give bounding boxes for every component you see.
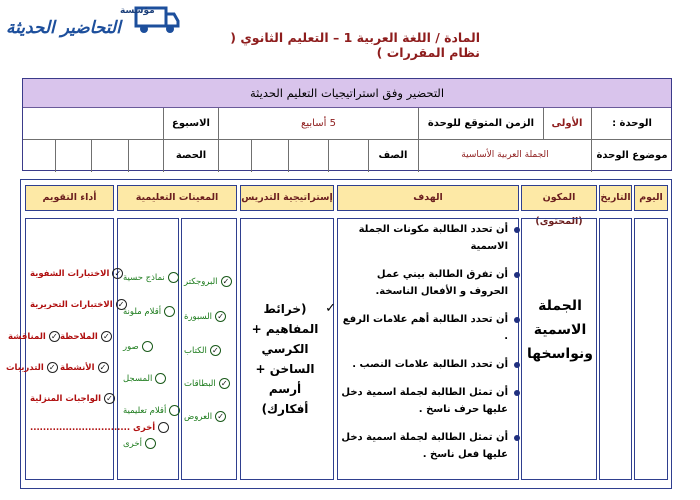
logo-line1: مؤسسة: [120, 6, 155, 16]
time-label: الزمن المتوقع للوحدة: [427, 118, 535, 129]
check-circle-icon: ✓: [116, 299, 127, 310]
divider: [163, 108, 164, 139]
strategy-band: التحضير وفق استراتيجيات التعليم الحديثة: [23, 79, 671, 108]
aid-item: ✓الكتاب: [184, 345, 221, 356]
divider: [418, 108, 419, 139]
assessment-item: ✓الاختبارات التحريرية: [30, 299, 127, 310]
check-circle-icon: ✓: [98, 362, 109, 373]
assessment-item: ✓الواجبات المنزلية: [30, 393, 115, 404]
divider: [368, 139, 369, 172]
empty-circle-icon: [142, 341, 153, 352]
aid-item: أقلام ملونة: [123, 306, 175, 317]
topic-value: الجملة العربية الأساسية: [461, 150, 549, 160]
check-circle-icon: ✓: [210, 345, 221, 356]
check-circle-icon: ✓: [112, 268, 123, 279]
aid-item: أخرى: [123, 438, 156, 449]
assessment-item: ✓الأنشطة: [60, 362, 109, 373]
divider: [543, 108, 544, 139]
divider: [55, 139, 56, 172]
divider: [591, 108, 592, 139]
content-value: الجملة الاسمية ونواسخها: [527, 298, 593, 362]
empty-circle-icon: [169, 405, 180, 416]
time-value: 5 أسابيع: [301, 118, 336, 129]
strategy-header: إستراتيجية التدريس: [240, 185, 334, 211]
empty-circle-icon: [168, 272, 179, 283]
unit-label: الوحدة :: [612, 118, 652, 129]
checkmark-icon: ✓: [325, 301, 336, 316]
divider: [418, 139, 419, 172]
goal-item: أن تحدد الطالبة مكونات الجملة الاسمية: [340, 221, 520, 255]
assessment-item: ✓الاختبارات الشفوية: [30, 268, 123, 279]
strategy-text: ✓ (خرائط المفاهيم + الكرسي الساخن + أرسم أفكارك): [251, 301, 336, 416]
aid-item: أقلام تعليمية: [123, 405, 180, 416]
goal-item: أن تمثل الطالبة لجملة اسمية دخل عليها فعل ناسخ .: [340, 429, 520, 463]
aid-item: ✓البروجكتر: [184, 276, 232, 287]
bullet-icon: [514, 435, 520, 441]
empty-circle-icon: [155, 373, 166, 384]
divider: [328, 139, 329, 172]
date-header: التاريخ: [599, 185, 632, 211]
divider: [251, 139, 252, 172]
divider: [591, 139, 592, 172]
unit-info-table: [22, 78, 672, 171]
date-column: [599, 218, 632, 480]
week-label: الاسبوع: [172, 118, 210, 129]
bullet-icon: [514, 272, 520, 278]
aid-item: ✓العروض: [184, 411, 226, 422]
check-circle-icon: ✓: [47, 362, 58, 373]
aid-item: ✓السبورة: [184, 311, 226, 322]
check-circle-icon: ✓: [219, 378, 230, 389]
bullet-icon: [514, 362, 520, 368]
check-circle-icon: ✓: [215, 411, 226, 422]
day-column: [634, 218, 668, 480]
aid-item: نماذج حسية: [123, 272, 179, 283]
bullet-icon: [514, 227, 520, 233]
aid-item: المسجل: [123, 373, 166, 384]
goal-item: أن تحدد الطالبة علامات النصب .: [340, 356, 520, 373]
goal-item: أن تحدد الطالبة أهم علامات الرفع .: [340, 311, 520, 345]
empty-circle-icon: [158, 422, 169, 433]
period-label: الحصة: [175, 150, 207, 161]
check-circle-icon: ✓: [49, 331, 60, 342]
logo: [2, 2, 188, 48]
assessment-column: [25, 218, 114, 480]
goal-item: أن تمثل الطالبة لجملة اسمية دخل عليها حرف ناسخ .: [340, 384, 520, 418]
divider: [218, 108, 219, 139]
day-header: اليوم: [634, 185, 668, 211]
bullet-icon: [514, 390, 520, 396]
empty-circle-icon: [164, 306, 175, 317]
assessment-header: أداء التقويم: [25, 185, 114, 211]
check-circle-icon: ✓: [104, 393, 115, 404]
empty-circle-icon: [145, 438, 156, 449]
assessment-item: ✓التدريبات: [6, 362, 58, 373]
aid-item: صور: [123, 341, 153, 352]
goal-header: الهدف: [337, 185, 519, 211]
document-title: المادة / اللغة العربية 1 – التعليم الثانوي ( نظام المقررات ): [230, 30, 480, 60]
grade-label: الصف: [378, 150, 408, 161]
divider: [91, 139, 92, 172]
check-circle-icon: ✓: [215, 311, 226, 322]
topic-label: موضوع الوحدة: [596, 150, 668, 161]
divider: [288, 139, 289, 172]
aid-item: ✓البطاقات: [184, 378, 230, 389]
divider: [163, 139, 164, 172]
unit-value: الأولى: [551, 118, 583, 129]
goals-list: [340, 221, 520, 474]
goal-item: أن تفرق الطالبة بيني عمل الحروف و الأفعال الناسخة.: [340, 266, 520, 300]
assessment-item: ✓الملاحظة: [60, 331, 112, 342]
content-header: المكون (المحتوى): [521, 185, 597, 211]
assessment-item: أخرى ...............................: [30, 422, 169, 433]
logo-line2: التحاضير الحديثة: [6, 18, 121, 38]
divider: [218, 139, 219, 172]
bullet-icon: [514, 317, 520, 323]
divider: [128, 139, 129, 172]
check-circle-icon: ✓: [101, 331, 112, 342]
aids-header: المعينات التعليمية: [117, 185, 237, 211]
assessment-item: ✓المناقشة: [8, 331, 60, 342]
check-circle-icon: ✓: [221, 276, 232, 287]
